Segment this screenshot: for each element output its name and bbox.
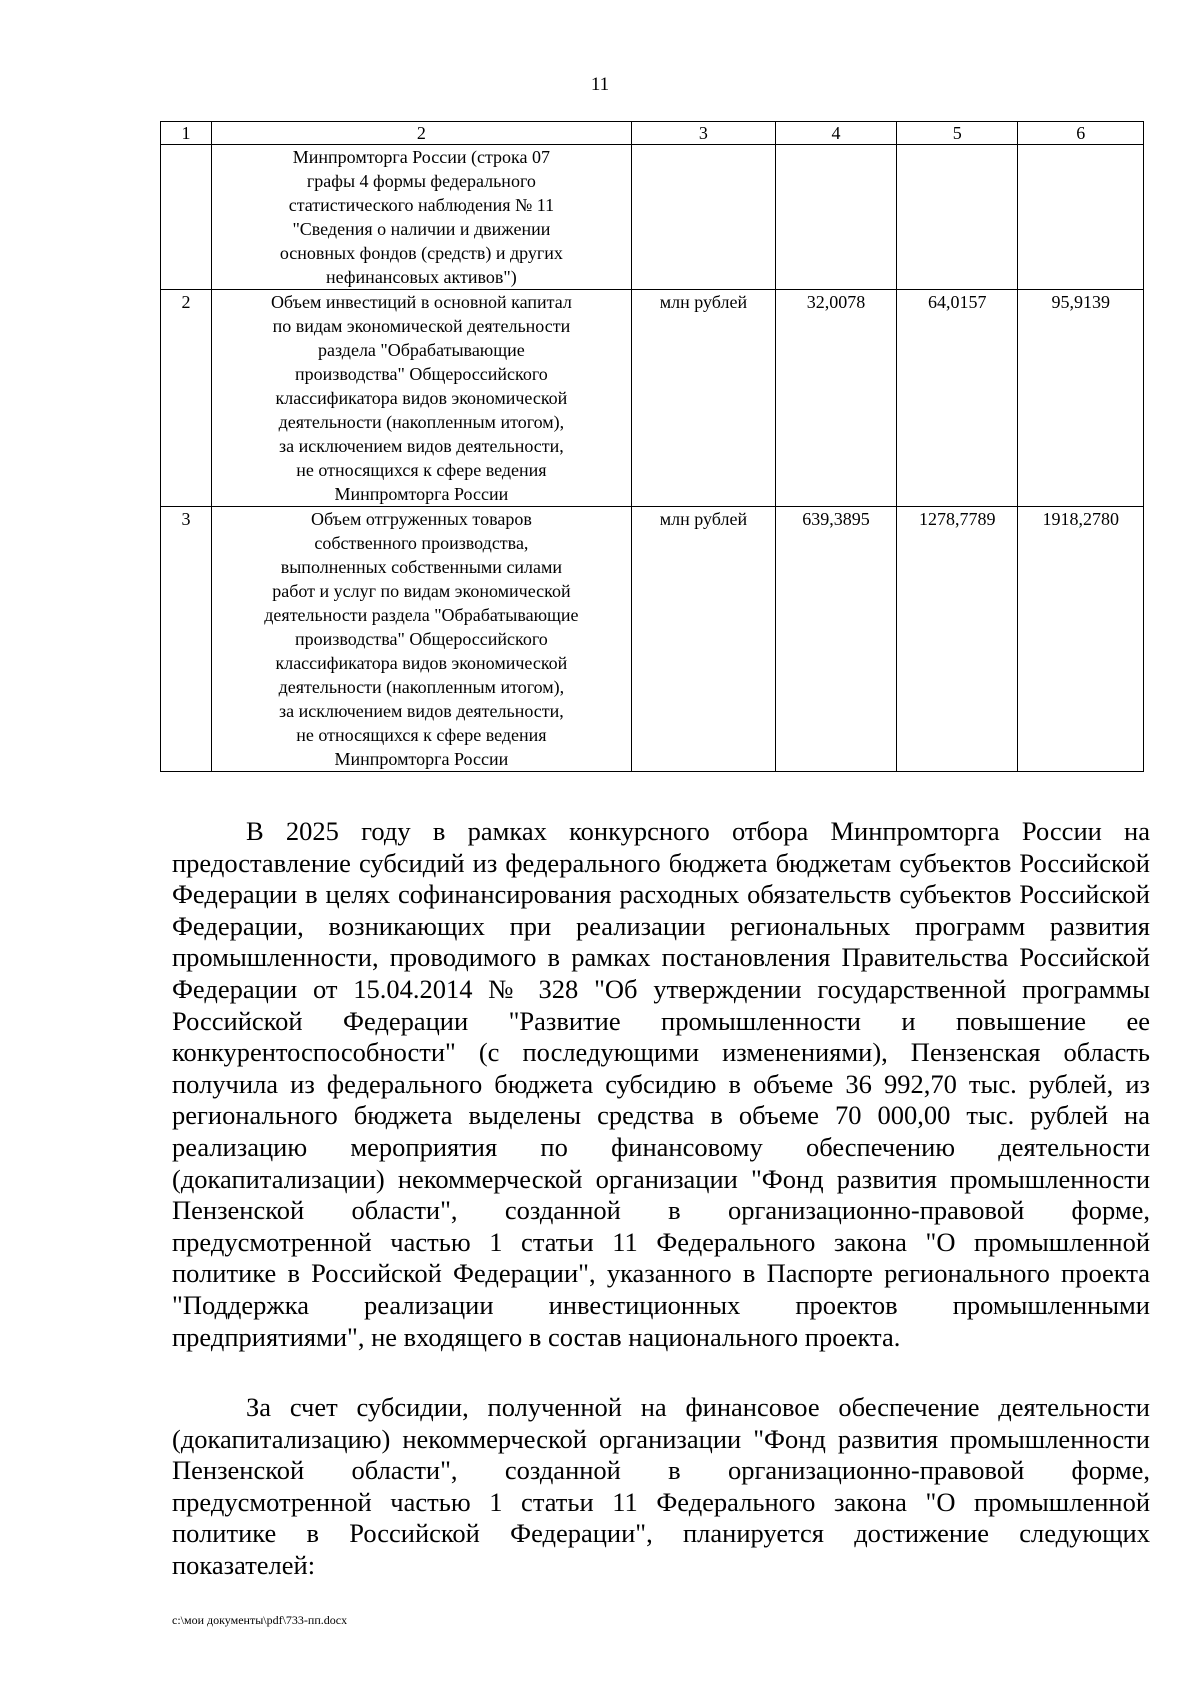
indicator-name [211, 290, 631, 507]
indicator-line: деятельности (накопленным итогом), [278, 412, 565, 432]
indicator-line: не относящихся к сфере ведения [296, 460, 547, 480]
column-header: 6 [1018, 122, 1144, 145]
indicator-line: деятельности (накопленным итогом), [278, 677, 565, 697]
indicator-name [211, 507, 631, 772]
indicator-line: производства" Общероссийского [294, 629, 548, 649]
column-header: 1 [161, 122, 212, 145]
indicator-line: графы 4 формы федерального [306, 171, 536, 191]
table-row [161, 145, 1144, 290]
indicator-line: не относящихся к сфере ведения [296, 725, 547, 745]
table-header-row [161, 122, 1144, 145]
indicator-name [211, 145, 631, 290]
value-cell: 95,9139 [1018, 290, 1144, 507]
table-row [161, 507, 1144, 772]
value-cell: 32,0078 [775, 290, 896, 507]
value-cell [775, 145, 896, 290]
indicator-line: по видам экономической деятельности [272, 316, 571, 336]
row-number [161, 145, 212, 290]
indicator-line: за исключением видов деятельности, [279, 701, 564, 721]
column-header: 4 [775, 122, 896, 145]
value-cell [897, 145, 1018, 290]
indicator-line: Минпромторга России [334, 749, 509, 769]
indicator-line: собственного производства, [314, 533, 529, 553]
indicator-line: основных фондов (средств) и других [279, 243, 563, 263]
value-cell: 64,0157 [897, 290, 1018, 507]
value-cell: 1278,7789 [897, 507, 1018, 772]
table-row [161, 290, 1144, 507]
indicator-line: раздела "Обрабатывающие [318, 340, 525, 360]
body-paragraph: В 2025 году в рамках конкурсного отбора Минпромторга России на предоставление субсидий из федерального бюджета бюджетам субъектов Российской Федерации в целях софинансирования расходных обязательств субъектов Российской Федерации, возникающих при реализации региональных программ развития промышленности, проводимого в рамках постановления Правительства Российской Федерации от 15.04.2014 № 328 "Об утверждении государственной программы Российской Федерации "Развитие промышленности и повышение ее конкурентоспособности" (с последующими изменениями), Пензенская область получила из федерального бюджета субсидию в объеме 36 992,70 тыс. рублей, из регионального бюджета выделены средства в объеме 70 000,00 тыс. рублей на реализацию мероприятия по финансовому обеспечению деятельности (докапитализации) некоммерческой организации "Фонд развития промышленности Пензенской области", созданной в организационно-правовой форме, предусмотренной частью 1 статьи 11 Федерального закона "О промышленной политике в Российской Федерации", указанного в Паспорте регионального проекта "Поддержка реализации инвестиционных проектов промышленными предприятиями", не входящего в состав национального проекта. [172, 816, 1150, 1352]
page-number: 11 [590, 74, 610, 95]
row-number: 2 [161, 290, 212, 507]
unit-cell: млн рублей [631, 290, 775, 507]
value-cell [1018, 145, 1144, 290]
indicator-line: Минпромторга России (строка 07 [292, 147, 551, 167]
row-number: 3 [161, 507, 212, 772]
indicator-line: статистического наблюдения № 11 [288, 195, 555, 215]
indicator-line: "Сведения о наличии и движении [292, 219, 551, 239]
unit-cell: млн рублей [631, 507, 775, 772]
column-header: 2 [211, 122, 631, 145]
value-cell: 1918,2780 [1018, 507, 1144, 772]
column-header: 5 [897, 122, 1018, 145]
indicators-table [160, 121, 1144, 772]
indicator-line: Объем инвестиций в основной капитал [270, 292, 572, 312]
indicator-line: работ и услуг по видам экономической [272, 581, 571, 601]
indicator-line: выполненных собственными силами [280, 557, 563, 577]
value-cell: 639,3895 [775, 507, 896, 772]
column-header: 3 [631, 122, 775, 145]
indicator-line: классификатора видов экономической [275, 388, 568, 408]
indicator-line: производства" Общероссийского [294, 364, 548, 384]
indicator-line: деятельности раздела "Обрабатывающие [264, 605, 579, 625]
indicator-line: Объем отгруженных товаров [310, 509, 532, 529]
unit-cell [631, 145, 775, 290]
file-path-footer: c:\мои документы\pdf\733-пп.docx [172, 1613, 348, 1627]
indicator-line: за исключением видов деятельности, [279, 436, 564, 456]
indicator-line: классификатора видов экономической [275, 653, 568, 673]
indicator-line: нефинансовых активов") [326, 267, 517, 287]
body-paragraph: За счет субсидии, полученной на финансовое обеспечение деятельности (докапитализацию) некоммерческой организации "Фонд развития промышленности Пензенской области", созданной в организационно-правовой форме, предусмотренной частью 1 статьи 11 Федерального закона "О промышленной политике в Российской Федерации", планируется достижение следующих показателей: [172, 1392, 1150, 1580]
indicator-line: Минпромторга России [334, 484, 509, 504]
